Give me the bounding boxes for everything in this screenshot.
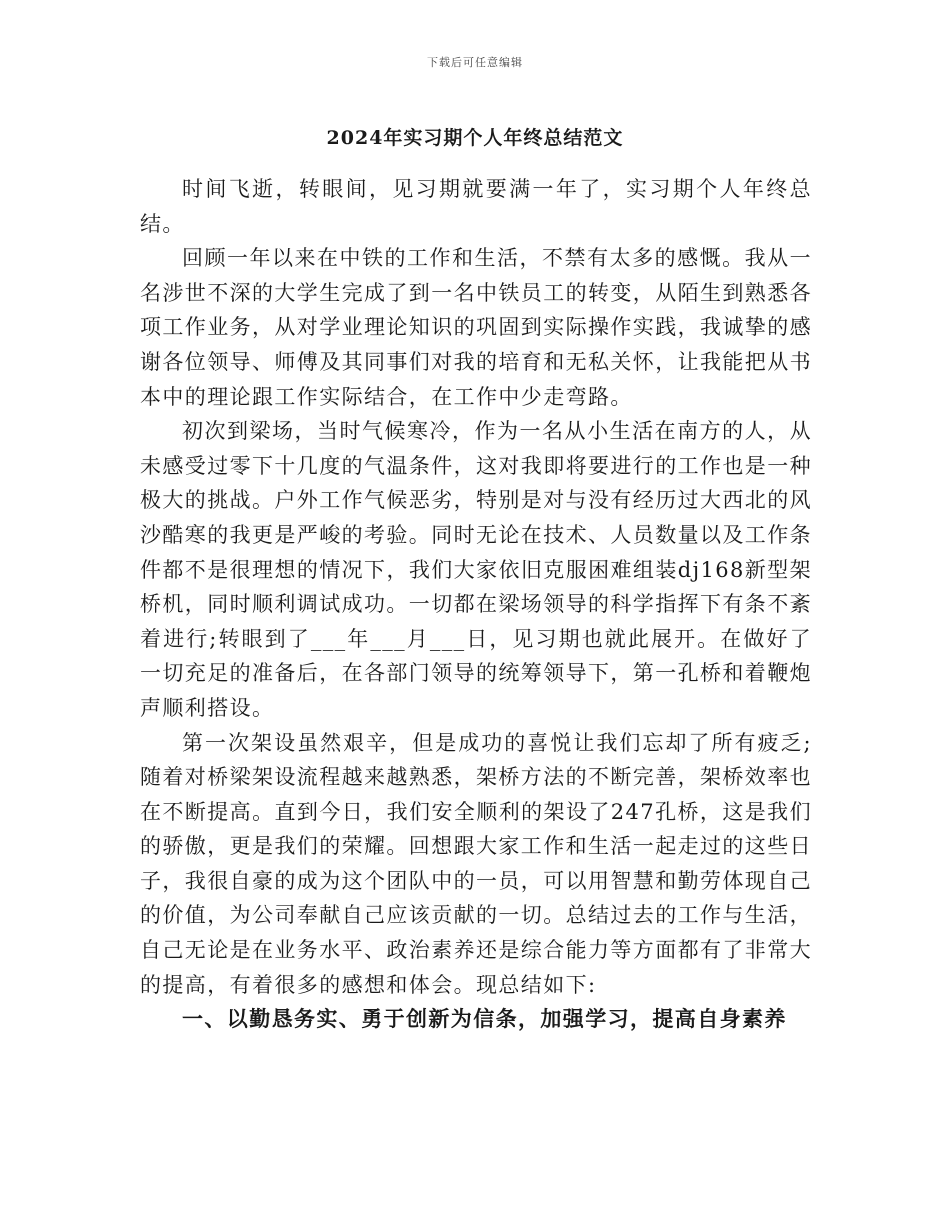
paragraph-first-erection: 第一次架设虽然艰辛，但是成功的喜悦让我们忘却了所有疲乏;随着对桥梁架设流程越来越熟悉，架桥方法的不断完善，架桥效率也在不断提高。直到今日，我们安全顺利的架设了247孔桥，这是我们的骄傲，更是我们的荣耀。回想跟大家工作和生活一起走过的这些日子，我很自豪的成为这个团队中的一员，可以用智慧和勤劳体现自己的价值，为公司奉献自己应该贡献的一切。总结过去的工作与生活，自己无论是在业务水平、政治素养还是综合能力等方面都有了非常大的提高，有着很多的感想和体会。现总结如下: [140,730,812,997]
paragraph-intro: 时间飞逝，转眼间，见习期就要满一年了，实习期个人年终总结。 [140,177,812,236]
paragraph-beam-yard: 初次到梁场，当时气候寒冷，作为一名从小生活在南方的人，从未感受过零下十几度的气温条件，这对我即将要进行的工作也是一种极大的挑战。户外工作气候恶劣，特别是对与没有经历过大西北的风沙酷寒的我更是严峻的考验。同时无论在技术、人员数量以及工作条件都不是很理想的情况下，我们大家依旧克服困难组装dj168新型架桥机，同时顺利调试成功。一切都在梁场领导的科学指挥下有条不紊着进行;转眼到了___年___月___日，见习期也就此展开。在做好了一切充足的准备后，在各部门领导的统筹领导下，第一孔桥和着鞭炮声顺利搭设。 [140,419,812,720]
header-note: 下载后可任意编辑 [427,56,523,69]
document-body [140,172,812,1037]
section-heading: 一、以勤恳务实、勇于创新为信条，加强学习，提高自身素养 [182,1006,787,1032]
paragraph-review: 回顾一年以来在中铁的工作和生活，不禁有太多的感慨。我从一名涉世不深的大学生完成了到一名中铁员工的转变，从陌生到熟悉各项工作业务，从对学业理论知识的巩固到实际操作实践，我诚挚的感谢各位领导、师傅及其同事们对我的培育和无私关怀，让我能把从书本中的理论跟工作实际结合，在工作中少走弯路。 [140,246,812,409]
document-title: 2024年实习期个人年终总结范文 [326,127,624,149]
